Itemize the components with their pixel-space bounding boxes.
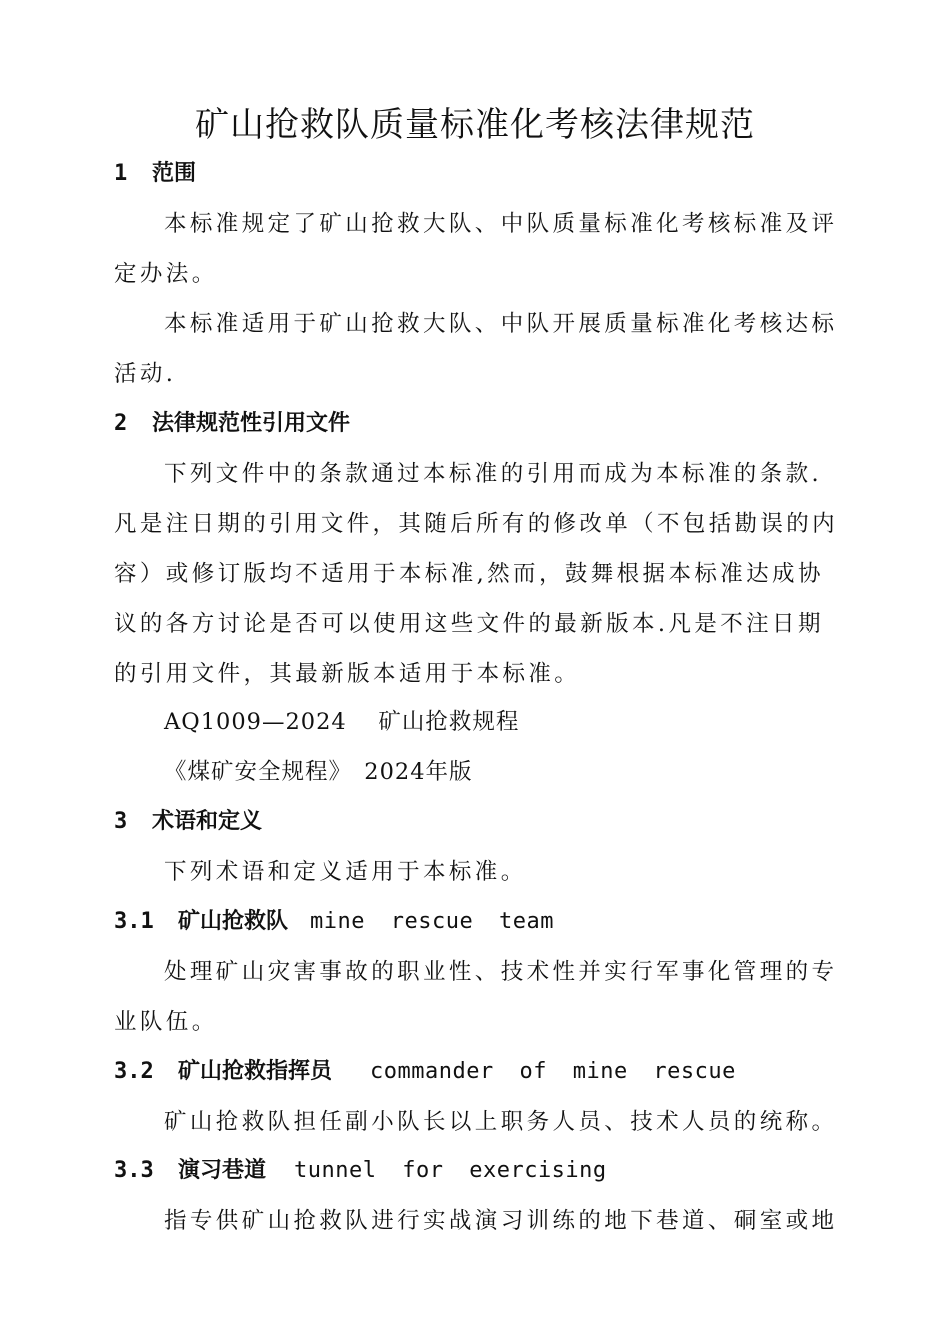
section-number: 3 xyxy=(114,809,128,834)
paragraph-line: 本标准规定了矿山抢救大队、中队质量标准化考核标准及评 xyxy=(164,211,838,237)
section-english-term: tunnel for exercising xyxy=(294,1158,607,1183)
paragraph-line: 矿山抢救队担任副小队长以上职务人员、技术人员的统称。 xyxy=(164,1109,838,1135)
paragraph-line: 定办法。 xyxy=(114,261,218,287)
paragraph-line: 容）或修订版均不适用于本标准,然而，鼓舞根据本标准达成协 xyxy=(114,561,824,587)
section-title: 演习巷道 xyxy=(178,1158,267,1183)
paragraph-line: 议的各方讨论是否可以使用这些文件的最新版本.凡是不注日期 xyxy=(114,611,824,637)
section-title: 矿山抢救队 xyxy=(178,909,289,934)
reference-item: 《煤矿安全规程》 2024年版 xyxy=(164,759,473,785)
paragraph-line: 处理矿山灾害事故的职业性、技术性并实行军事化管理的专 xyxy=(164,959,838,985)
section-title: 术语和定义 xyxy=(152,809,263,834)
section-1-heading xyxy=(114,158,196,190)
paragraph-line: 的引用文件，其最新版本适用于本标准。 xyxy=(114,661,581,687)
paragraph-line: 业队伍。 xyxy=(114,1009,218,1035)
paragraph-line: 活动. xyxy=(114,361,177,387)
section-number: 3.3 xyxy=(114,1158,154,1183)
document-title: 矿山抢救队质量标准化考核法律规范 xyxy=(195,105,755,145)
reference-item: AQ1009—2024 矿山抢救规程 xyxy=(164,709,520,735)
paragraph-line: 下列术语和定义适用于本标准。 xyxy=(164,859,527,885)
paragraph-line: 本标准适用于矿山抢救大队、中队开展质量标准化考核达标 xyxy=(164,311,838,337)
section-3-heading xyxy=(114,806,262,838)
section-number: 1 xyxy=(114,161,128,186)
section-title: 法律规范性引用文件 xyxy=(152,411,351,436)
paragraph-line: 下列文件中的条款通过本标准的引用而成为本标准的条款. xyxy=(164,461,823,487)
section-title: 矿山抢救指挥员 xyxy=(178,1059,333,1084)
section-number: 2 xyxy=(114,411,128,436)
section-number: 3.1 xyxy=(114,909,154,934)
section-3-3-heading xyxy=(114,1155,607,1187)
section-number: 3.2 xyxy=(114,1059,154,1084)
section-3-2-heading xyxy=(114,1056,736,1088)
section-3-1-heading xyxy=(114,906,554,938)
section-english-term: mine rescue team xyxy=(310,909,554,934)
paragraph-line: 凡是注日期的引用文件，其随后所有的修改单（不包括勘误的内 xyxy=(114,511,838,537)
section-2-heading xyxy=(114,408,350,440)
paragraph-line: 指专供矿山抢救队进行实战演习训练的地下巷道、硐室或地 xyxy=(164,1208,838,1234)
section-english-term: commander of mine rescue xyxy=(370,1059,736,1084)
section-title: 范围 xyxy=(152,161,197,186)
